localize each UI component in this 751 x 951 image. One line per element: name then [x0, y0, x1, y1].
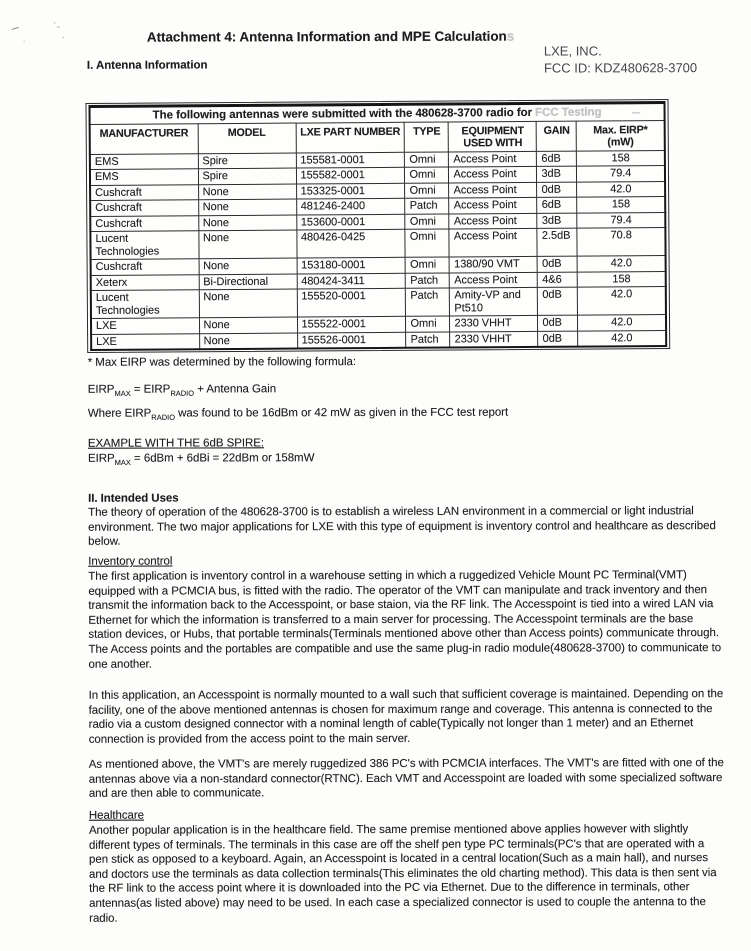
- cell-gain: 0dB: [538, 287, 578, 315]
- cell-max-eirp: 158: [577, 150, 665, 166]
- cell-equipment: Access Point: [449, 197, 537, 213]
- cell-manufacturer: Xeterx: [91, 274, 199, 290]
- healthcare-heading: Healthcare: [88, 809, 145, 822]
- cell-gain: 0dB: [537, 182, 577, 198]
- cell-model: None: [199, 289, 297, 318]
- antenna-table-head: [90, 102, 665, 154]
- table-caption-faint: FCC Testing: [535, 106, 602, 119]
- scan-speck: .: [22, 33, 26, 44]
- cell-gain: 4&6: [538, 272, 578, 288]
- cell-model: Bi-Directional: [199, 274, 297, 290]
- cell-part-number: 155582-0001: [296, 167, 405, 183]
- cell-equipment: Access Point: [449, 228, 537, 257]
- cell-manufacturer: Cushcraft: [91, 259, 199, 275]
- fcc-id-block: [544, 42, 697, 76]
- inventory-control-heading: Inventory control: [88, 555, 173, 568]
- cell-type: Patch: [406, 331, 450, 347]
- col-header-type: TYPE: [405, 121, 449, 151]
- formula-text: = 6dBm + 6dBi = 22dBm or 158mW: [130, 452, 315, 465]
- page-title-faint-suffix: s: [506, 28, 515, 44]
- cell-max-eirp: 42.0: [578, 255, 666, 271]
- cell-manufacturer: Cushcraft: [90, 184, 198, 200]
- col-header-max-eirp: Max. EIRP* (mW): [577, 120, 665, 151]
- cell-part-number: 153600-0001: [296, 214, 405, 230]
- cell-part-number: 153180-0001: [297, 257, 406, 273]
- cell-max-eirp: 42.0: [577, 181, 665, 197]
- example-heading: EXAMPLE WITH THE 6dB SPIRE:: [87, 437, 265, 450]
- cell-part-number: 155581-0001: [296, 152, 405, 168]
- cell-model: Spire: [198, 153, 296, 169]
- cell-max-eirp: 70.8: [577, 227, 665, 256]
- section-2-heading: II. Intended Uses: [88, 492, 179, 505]
- company-name: LXE, INC.: [543, 43, 602, 59]
- cell-manufacturer: Cushcraft: [90, 200, 198, 216]
- cell-max-eirp: 79.4: [577, 165, 665, 181]
- col-header-equipment: EQUIPMENT USED WITH: [449, 121, 537, 152]
- cell-model: None: [199, 317, 297, 333]
- cell-type: Omni: [406, 316, 450, 332]
- cell-type: Omni: [405, 151, 449, 167]
- cell-max-eirp: 79.4: [577, 212, 665, 228]
- cell-gain: 2.5dB: [537, 228, 577, 256]
- fcc-id: FCC ID: KDZ480628-3700: [543, 60, 698, 76]
- formula-subscript: MAX: [114, 388, 131, 398]
- cell-type: Omni: [405, 229, 449, 257]
- scan-speck: [12, 27, 19, 30]
- formula-subscript: MAX: [114, 457, 131, 467]
- cell-equipment: Access Point: [449, 182, 537, 198]
- cell-max-eirp: 158: [578, 271, 666, 287]
- cell-manufacturer: LXE: [91, 333, 199, 350]
- cell-equipment: Access Point: [450, 272, 538, 288]
- cell-gain: 6dB: [537, 197, 577, 213]
- cell-manufacturer: Lucent Technologies: [91, 290, 199, 319]
- table-row: [90, 227, 665, 259]
- table-caption-main: The following antennas were submitted with the 480628-3700 radio for: [152, 106, 536, 122]
- formula-text: + Antenna Gain: [194, 383, 277, 396]
- antenna-table-box: [85, 99, 670, 353]
- cell-equipment: Access Point: [449, 166, 537, 182]
- table-header-row: [90, 120, 665, 154]
- cell-equipment: Amity-VP and Pt510: [450, 287, 538, 316]
- cell-part-number: 155522-0001: [297, 316, 406, 332]
- cell-part-number: 155520-0001: [297, 288, 406, 317]
- eirp-footnote: * Max EIRP was determined by the following formula:: [87, 356, 356, 369]
- cell-type: Omni: [405, 167, 449, 183]
- cell-part-number: 480424-3411: [297, 273, 406, 289]
- cell-type: Patch: [406, 288, 450, 316]
- table-row: [91, 286, 666, 318]
- formula-subscript: RADIO: [151, 412, 176, 422]
- cell-model: None: [198, 230, 296, 259]
- cell-equipment: Access Point: [449, 151, 537, 167]
- cell-manufacturer: EMS: [90, 153, 198, 169]
- cell-part-number: 480426-0425: [296, 229, 405, 258]
- col-header-gain: GAIN: [537, 121, 577, 151]
- cell-equipment: 2330 VHHT: [450, 315, 538, 331]
- formula-subscript: RADIO: [170, 388, 195, 398]
- cell-equipment: 1380/90 VMT: [450, 256, 538, 272]
- formula-text: EIRP: [87, 452, 115, 465]
- page-title-text: Attachment 4: Antenna Information and MPE Calculation: [146, 28, 507, 45]
- cell-part-number: 481246-2400: [296, 198, 405, 214]
- section-1-heading: I. Antenna Information: [86, 59, 208, 72]
- cell-gain: 0dB: [538, 256, 578, 272]
- formula-text: = EIRP: [130, 383, 171, 396]
- cell-gain: 3dB: [537, 166, 577, 182]
- cell-manufacturer: LXE: [91, 318, 199, 334]
- cell-type: Omni: [405, 213, 449, 229]
- cell-type: Omni: [406, 257, 450, 273]
- cell-type: Omni: [405, 182, 449, 198]
- cell-model: None: [199, 258, 297, 274]
- cell-max-eirp: 42.0: [578, 330, 666, 347]
- cell-gain: 0dB: [538, 331, 578, 347]
- col-header-manufacturer: MANUFACTURER: [90, 123, 198, 154]
- inventory-paragraph-2: In this application, an Accesspoint is normally mounted to a wall such that sufficient coverage is maintained. Depending on the facility, one of the above mentioned antennas is chosen for maximum range and coverage. This antenna is connected to the radio via a custom designed connector with a nominal length of cable(Typically not longer than 1 meter) and an Ethernet connection is provided from the access point to the main server.: [88, 688, 724, 746]
- col-header-model: MODEL: [198, 123, 296, 154]
- cell-max-eirp: 42.0: [578, 314, 666, 330]
- antenna-table: [88, 101, 667, 351]
- inventory-paragraph-3: As mentioned above, the VMT's are merely ruggedized 386 PC's with PCMCIA interfaces. The VMT's are fitted with one of the antennas above via a non-standard connector(RTNC). Each VMT and Accesspoint are loaded with some specialized software and are then able to communicate.: [88, 757, 724, 800]
- cell-model: None: [199, 333, 297, 350]
- cell-model: None: [198, 184, 296, 200]
- col-header-part-number: LXE PART NUMBER: [296, 122, 405, 153]
- cell-max-eirp: 158: [577, 196, 665, 212]
- antenna-table-body: [90, 150, 666, 350]
- cell-type: Patch: [405, 198, 449, 214]
- cell-gain: 0dB: [538, 315, 578, 331]
- cell-equipment: Access Point: [449, 213, 537, 229]
- example-formula: [88, 452, 314, 467]
- formula-text: EIRP: [87, 383, 115, 396]
- cell-gain: 6dB: [537, 151, 577, 167]
- cell-equipment: 2330 VHHT: [450, 331, 538, 348]
- cell-model: Spire: [198, 168, 296, 184]
- cell-gain: 3dB: [537, 213, 577, 229]
- scan-speck: .: [61, 29, 65, 41]
- table-row: [91, 330, 666, 350]
- cell-manufacturer: EMS: [90, 169, 198, 185]
- formula-text: Where EIRP: [87, 407, 152, 420]
- cell-type: Patch: [406, 272, 450, 288]
- intended-uses-intro: The theory of operation of the 480628-3700 is to establish a wireless LAN environment in a commercial or light industrial environment. The two major applications for LXE with this type of equipment is inventory control and healthcare as described below.: [88, 505, 716, 548]
- cell-manufacturer: Cushcraft: [90, 215, 198, 231]
- cell-max-eirp: 42.0: [578, 286, 666, 315]
- formula-text: was found to be 16dBm or 42 mW as given in the FCC test report: [175, 406, 509, 420]
- cell-manufacturer: Lucent Technologies: [90, 231, 198, 260]
- page-title: [147, 29, 514, 45]
- cell-model: None: [198, 215, 296, 231]
- healthcare-paragraph: Another popular application is in the healthcare field. The same premise mentioned above applies however with slightly different types of terminals. The terminals in this case are off the shelf pen type PC terminals(PC's that are operated with a pen stick as opposed to a keyboard. Again, an Accesspoint is located in a central location(Such as a main hall), and nurses and doctors use the terminals as data collection terminals(This eliminates the old charting method). This data is then sent via the RF link to the access point where it is downloaded into the PC via Ethernet. Due to the difference in terminals, other antennas(as listed above) may need to be used. In each case a specialized connector is used to couple the antenna to the radio.: [88, 823, 717, 925]
- cell-part-number: 153325-0001: [296, 183, 405, 199]
- inventory-paragraph-1: The first application is inventory control in a warehouse setting in which a ruggedized Vehicle Mount PC Terminal(VMT) equipped with a PCMCIA bus, is fitted with the radio. The operator of the VMT can manipulate and track inventory and then transmit the information back to the Accesspoint, or base staion, via the RF link. The Accesspoint is tied into a wired LAN via Ethernet for which the information is transferred to a main server for processing. The Accesspoint terminals are the base station devices, or Hubs, that portable terminals(Terminals mentioned above other than Access points) communicate through. The Access points and the portables are compatible and use the same plug-in radio module(480628-3700) to communicate to one another.: [88, 569, 722, 671]
- scan-speck: ·ˍ: [52, 16, 61, 29]
- cell-part-number: 155526-0001: [297, 332, 406, 349]
- cell-model: None: [198, 199, 296, 215]
- eirp-formula: [88, 383, 276, 398]
- eirp-where-line: [88, 407, 508, 422]
